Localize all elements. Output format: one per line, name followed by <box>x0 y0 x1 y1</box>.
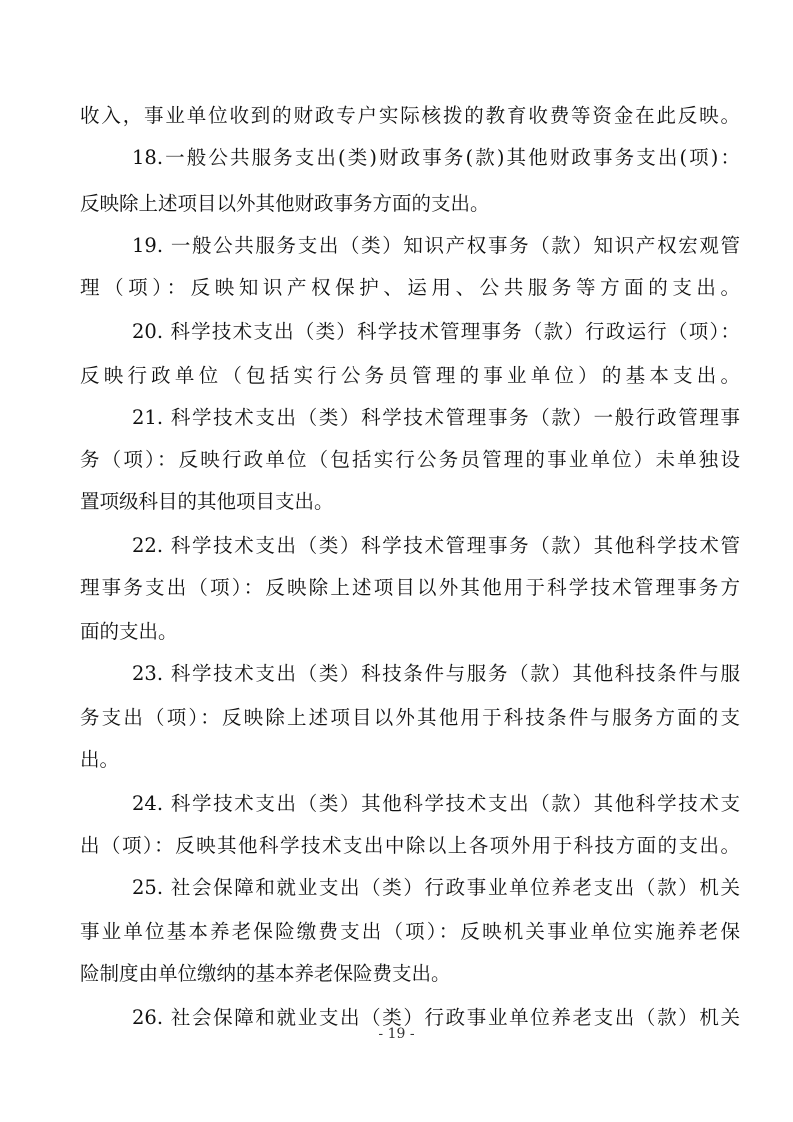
text-line: 22. 科学技术支出（类）科学技术管理事务（款）其他科学技术管 <box>132 534 740 557</box>
text-line: 险制度由单位缴纳的基本养老保险费支出。 <box>80 962 451 985</box>
text-line: 21. 科学技术支出（类）科学技术管理事务（款）一般行政管理事 <box>132 406 740 429</box>
text-line: 出。 <box>80 748 120 771</box>
text-line: 事业单位基本养老保险缴费支出（项）：反映机关事业单位实施养老保 <box>80 920 740 943</box>
text-line: 26. 社会保障和就业支出（类）行政事业单位养老支出（款）机关 <box>132 1006 740 1029</box>
text-line: 23. 科学技术支出（类）科技条件与服务（款）其他科技条件与服 <box>132 662 740 685</box>
text-line: 置项级科目的其他项目支出。 <box>80 490 334 513</box>
text-line: 理（项）：反映知识产权保护、运用、公共服务等方面的支出。 <box>80 276 740 299</box>
text-line: 20. 科学技术支出（类）科学技术管理事务（款）行政运行（项）： <box>132 320 740 343</box>
text-line: 反映除上述项目以外其他财政事务方面的支出。 <box>80 192 490 215</box>
text-line: 19. 一般公共服务支出（类）知识产权事务（款）知识产权宏观管 <box>132 234 740 257</box>
text-line: 务（项）：反映行政单位（包括实行公务员管理的事业单位）未单独设 <box>80 448 740 471</box>
text-line: 面的支出。 <box>80 620 178 643</box>
text-line: 18.一般公共服务支出(类)财政事务(款)其他财政事务支出(项)： <box>132 146 740 169</box>
text-line: 25. 社会保障和就业支出（类）行政事业单位养老支出（款）机关 <box>132 876 740 899</box>
text-line: 出（项）：反映其他科学技术支出中除以上各项外用于科技方面的支出。 <box>80 834 740 857</box>
text-line: 理事务支出（项）：反映除上述项目以外其他用于科学技术管理事务方 <box>80 576 740 599</box>
text-line: 收入，事业单位收到的财政专户实际核拨的教育收费等资金在此反映。 <box>80 104 740 127</box>
page-number: - 19 - <box>378 1026 415 1042</box>
text-line: 24. 科学技术支出（类）其他科学技术支出（款）其他科学技术支 <box>132 792 740 815</box>
text-line: 务支出（项）：反映除上述项目以外其他用于科技条件与服务方面的支 <box>80 706 740 729</box>
text-line: 反映行政单位（包括实行公务员管理的事业单位）的基本支出。 <box>80 364 740 387</box>
